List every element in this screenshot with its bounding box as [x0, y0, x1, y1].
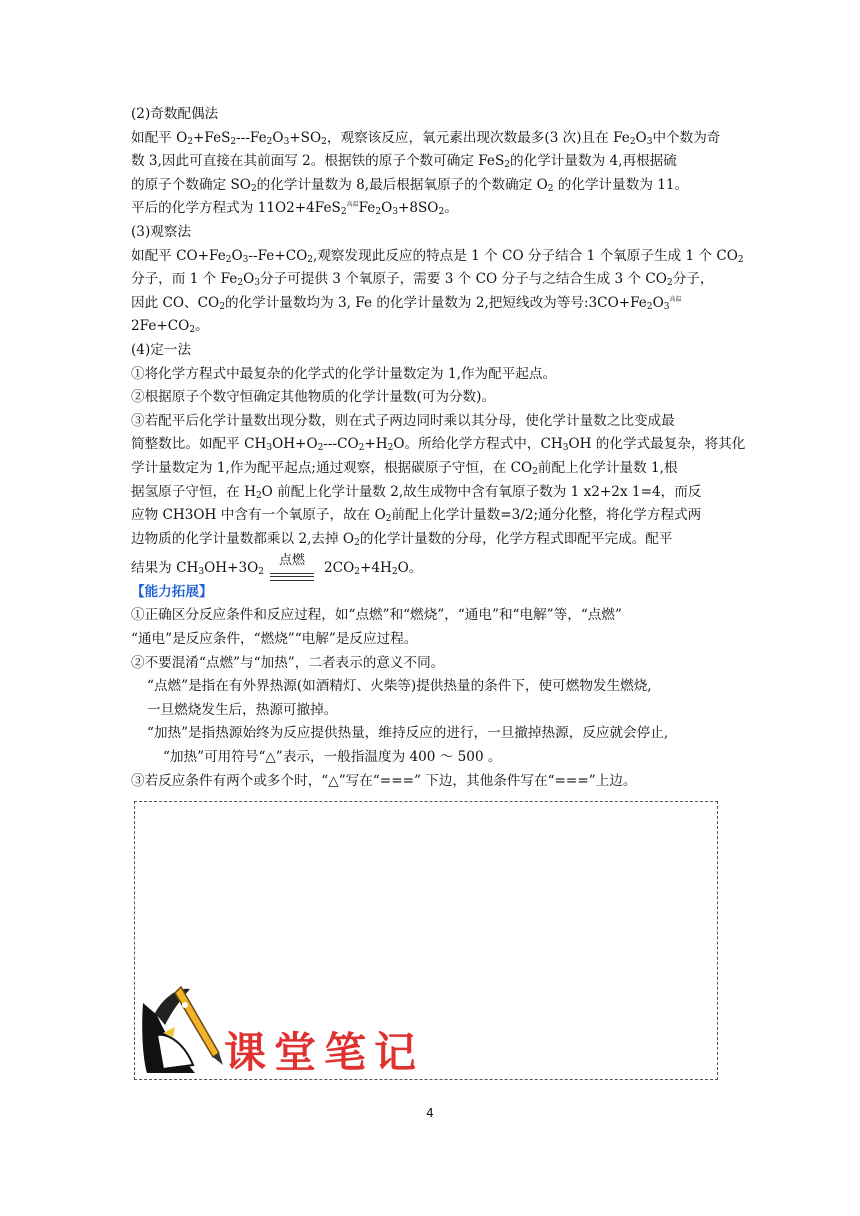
paragraph-line: 应物 CH3OH 中含有一个氧原子，故在 $O_2$前配上化学计量数=3/2;通分化整，将化学方程式两: [131, 507, 702, 525]
equals-with-condition: 点燃: [270, 562, 314, 576]
class-notes-title: 课堂笔记: [224, 1028, 425, 1077]
penguin-pencil-icon: [135, 975, 225, 1075]
ability-extension-heading: 【能力拓展】: [131, 583, 213, 600]
paragraph-line: ②不要混淆“点燃”与“加热”，二者表示的意义不同。: [131, 654, 445, 671]
equation-line: 结果为 $CH_3OH+3O_2$ 点燃 $2CO_2+4H_2O$。: [131, 557, 731, 581]
paragraph-line: ①将化学方程式中最复杂的化学式的化学计量数定为 1,作为配平起点。: [131, 365, 557, 382]
paragraph-line: “加热”是指热源始终为反应提供热量，维持反应的进行，一旦撤掉热源，反应就会停止,: [147, 725, 669, 742]
paragraph-line: ③若配平后化学计量数出现分数，则在式子两边同时乘以其分母，使化学计量数之比变成最: [131, 412, 675, 429]
paragraph-line: “点燃”是指在有外界热源(如酒精灯、火柴等)提供热量的条件下，使可燃物发生燃烧,: [147, 678, 652, 695]
paragraph-line: 如配平 $CO+Fe_2O_3--Fe+CO_2$,观察发现此反应的特点是 1 个 CO 分子结合 1 个氧原子生成 1 个 $CO_2$: [131, 247, 744, 265]
page-number: 4: [426, 1106, 434, 1120]
paragraph-line: ③若反应条件有两个或多个时，“△”写在“===” 下边，其他条件写在“===”上边。: [131, 772, 637, 789]
paragraph-line: 边物质的化学计量数都乘以 2,去掉 $O_2$的化学计量数的分母，化学方程式即配平完成。配平: [131, 530, 673, 548]
paragraph-line: 分子，而 1 个 $Fe_2O_3$分子可提供 3 个氧原子，需要 3 个 CO 分子与之结合生成 3 个 $CO_2$分子，: [131, 271, 714, 289]
section-heading-fix-one: (4)定一法: [131, 341, 192, 358]
paragraph-line: 因此 CO、$CO_2$的化学计量数均为 3, Fe 的化学计量数为 2,把短线改为等号$:3CO+Fe_2O_3$高温: [131, 294, 682, 312]
paragraph-line: 平后的化学方程式为 11O2+4FeS$_2$高温$Fe_2O_3+8SO_2$。: [131, 200, 458, 218]
reaction-condition: 高温: [346, 201, 359, 209]
paragraph-line: 的原子个数确定 $SO_2$的化学计量数为 8,最后根据氧原子的个数确定 $O_2$ 的化学计量数为 11。: [131, 176, 689, 194]
section-heading-observation: (3)观察法: [131, 223, 192, 240]
paragraph-line: $2Fe+CO_2$。: [131, 318, 209, 336]
paragraph-line: 一旦燃烧发生后，热源可撤掉。: [147, 701, 338, 718]
section-heading-odd-even: (2)奇数配偶法: [131, 106, 219, 122]
paragraph-line: 据氢原子守恒，在 $H_2O$ 前配上化学计量数 2,故生成物中含有氧原子数为 1 x2+2x 1=4，而反: [131, 483, 702, 501]
paragraph-line: 简整数比。如配平 $CH_3OH+O_2---CO_2+H_2O$。所给化学方程式中，$CH_3OH$ 的化学式最复杂，将其化: [131, 436, 746, 454]
paragraph-line: 如配平 $O_2+FeS_2---Fe_2O_3+SO_2$，观察该反应，氧元素出现次数最多(3 次)且在 $Fe_2O_3$中个数为奇: [131, 129, 721, 147]
paragraph-line: “加热”可用符号“△”表示，一般指温度为 400 ～ 500 。: [163, 749, 502, 766]
paragraph-line: “通电”是反应条件，“燃烧”“电解”是反应过程。: [131, 631, 418, 648]
reaction-condition: 高温: [669, 295, 682, 303]
paragraph-line: 数 3,因此可直接在其前面写 2。根据铁的原子个数可确定 FeS$_2$的化学计量数为 4,再根据硫: [131, 153, 677, 171]
main-content: [131, 103, 746, 793]
paragraph-line: ②根据原子个数守恒确定其他物质的化学计量数(可为分数)。: [131, 389, 496, 406]
paragraph-line: 学计量数定为 1,作为配平起点;通过观察，根据碳原子守恒，在 $CO_2$前配上化学计量数 1,根: [131, 459, 678, 477]
paragraph-line: ①正确区分反应条件和反应过程，如“点燃”和“燃烧”，“通电”和“电解”等，“点燃”: [131, 607, 622, 624]
